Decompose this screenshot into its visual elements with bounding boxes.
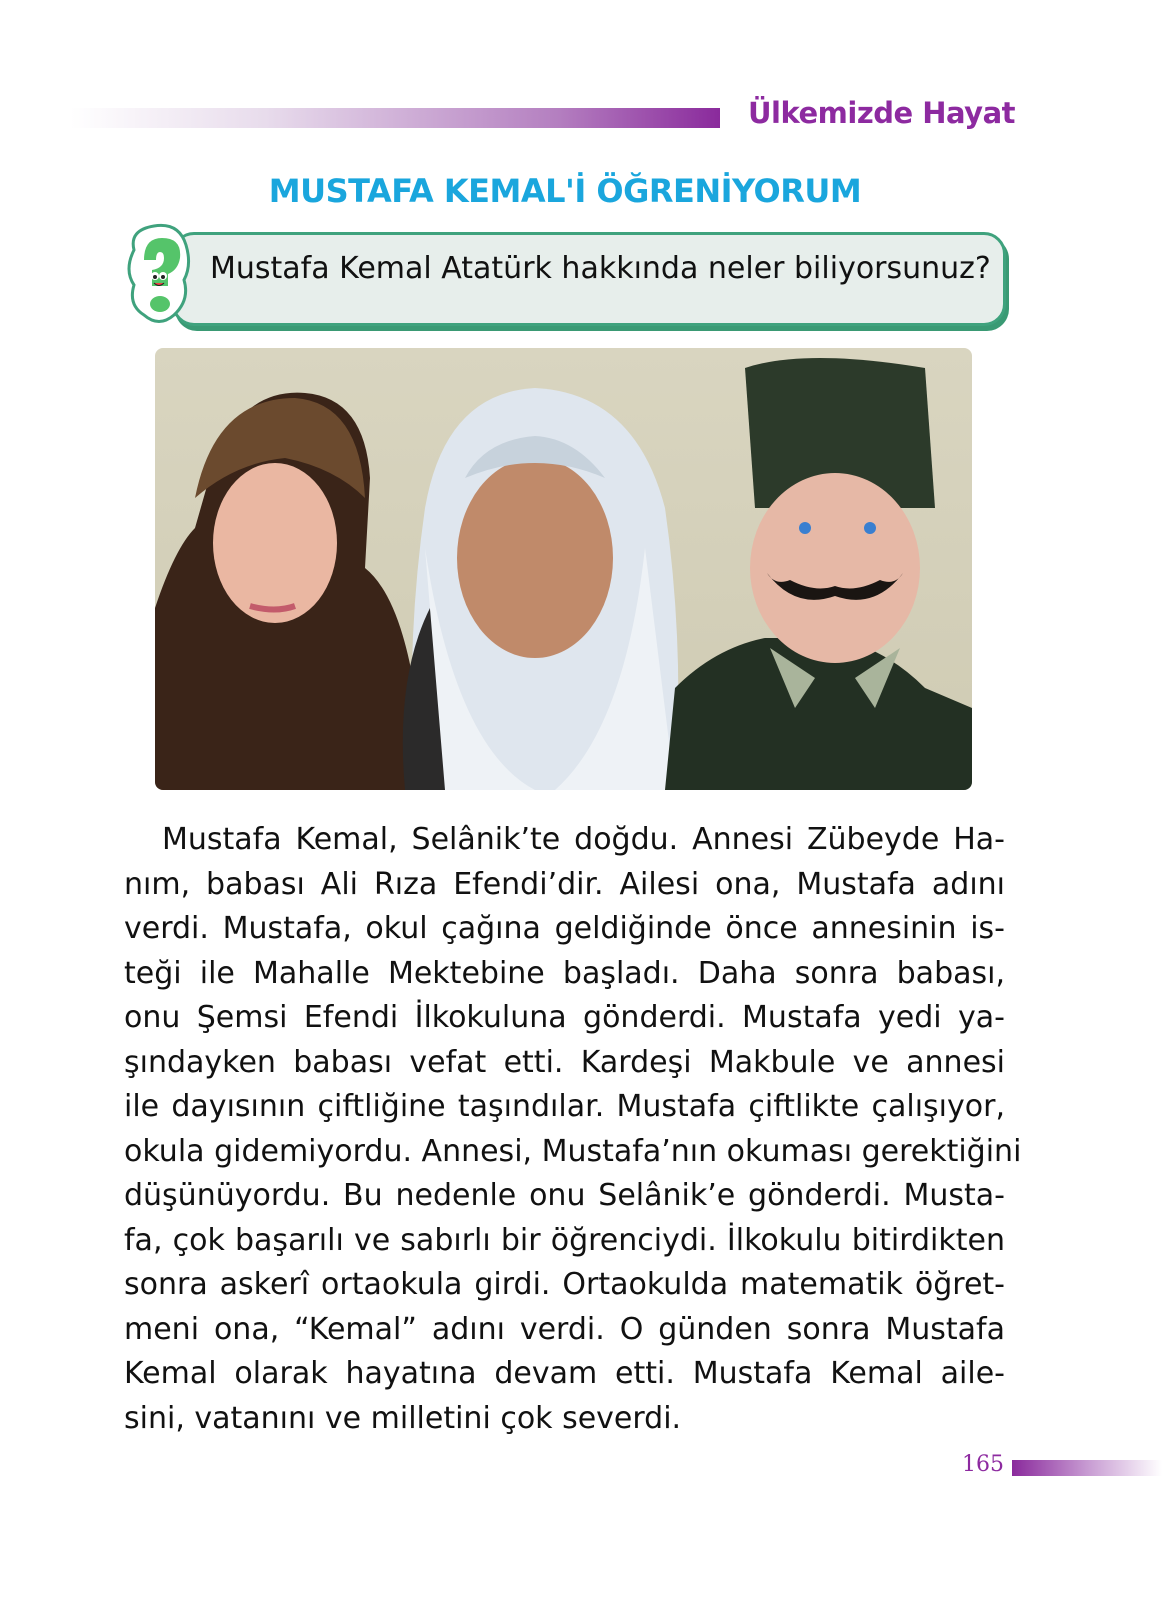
page-title: MUSTAFA KEMAL'İ ÖĞRENİYORUM — [268, 172, 862, 210]
paragraph-line: Kemal olarak hayatına devam etti. Mustafa Kemal aile- — [124, 1356, 1005, 1391]
paragraph-line: teği ile Mahalle Mektebine başladı. Daha sonra babası, — [124, 955, 1005, 991]
paragraph-line: düşünüyordu. Bu nedenle onu Selânik’e gönderdi. Musta- — [124, 1178, 1005, 1213]
paragraph-line: sonra askerî ortaokula girdi. Ortaokulda matematik öğret- — [124, 1267, 1005, 1302]
paragraph-line: verdi. Mustafa, okul çağına geldiğinde önce annesinin is- — [124, 911, 1005, 946]
paragraph-line: şındayken babası vefat etti. Kardeşi Makbule ve annesi — [124, 1044, 1005, 1080]
paragraph-line: meni ona, “Kemal” adını verdi. O günden sonra Mustafa — [124, 1311, 1005, 1347]
paragraph-line: Mustafa Kemal, Selânik’te doğdu. Annesi Zübeyde Ha- — [162, 822, 1005, 857]
paragraph-line: okula gidemiyordu. Annesi, Mustafa’nın okuması gerektiğini — [124, 1133, 1022, 1169]
footer-gradient-bar — [1012, 1460, 1162, 1476]
page-number: 165 — [962, 1452, 1004, 1477]
unit-title: Ülkemizde Hayat — [748, 96, 1016, 130]
paragraph-line: onu Şemsi Efendi İlkokuluna gönderdi. Mustafa yedi ya- — [124, 1000, 1005, 1035]
question-text: Mustafa Kemal Atatürk hakkında neler biliyorsunuz? — [210, 251, 991, 286]
header-gradient-bar — [70, 108, 720, 128]
family-portrait-image — [155, 348, 972, 790]
paragraph-line: nım, babası Ali Rıza Efendi’dir. Ailesi ona, Mustafa adını — [124, 866, 1005, 902]
paragraph-line: sini, vatanını ve milletini çok severdi. — [124, 1400, 682, 1436]
paragraph-line: ile dayısının çiftliğine taşındılar. Mustafa çiftlikte çalışıyor, — [124, 1089, 1005, 1124]
biography-paragraph — [124, 818, 1022, 1441]
paragraph-line: fa, çok başarılı ve sabırlı bir öğrenciydi. İlkokulu bitirdikten — [124, 1222, 1005, 1258]
question-mascot-icon — [124, 220, 194, 330]
